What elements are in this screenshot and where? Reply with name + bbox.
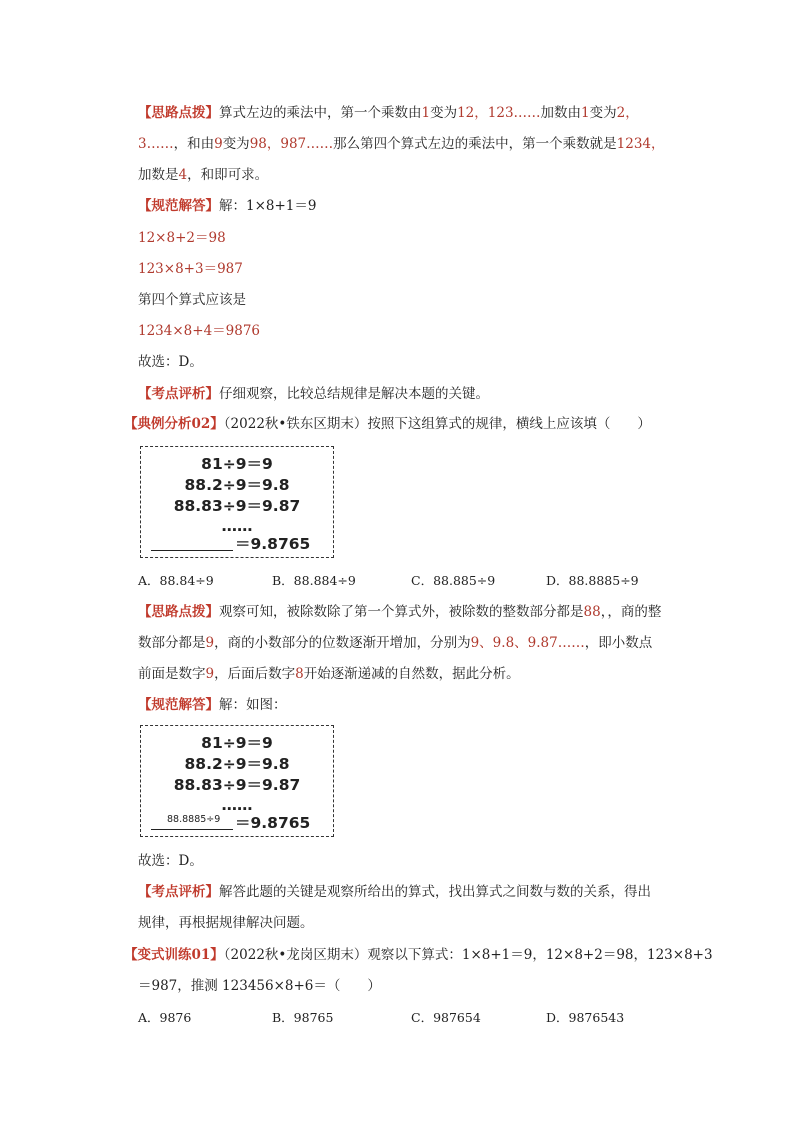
ex2-eval-line-2: 规律，再根据规律解决问题。 [138, 915, 314, 931]
ex2-choose: 故选：D。 [138, 853, 203, 869]
box-eq-2: 88.2÷9＝9.8 [184, 476, 290, 494]
ex2-question: 【典例分析02】（2022秋•铁东区期末）按照下这组算式的规律，横线上应该填（ ） [124, 416, 651, 432]
ex3-option-c[interactable]: C．987654 [411, 1010, 481, 1025]
hint-tag: 【思路点拨】 [138, 105, 219, 121]
answer-blank [151, 829, 233, 830]
box-eq-1: 81÷9＝9 [201, 734, 273, 752]
ex3-question-line-2: ＝987，推测 123456×8+6＝（ ） [138, 978, 381, 994]
answer-tag: 【规范解答】 [138, 198, 219, 214]
ex1-hint-line-2: 3……，和由9变为98，987……那么第四个算式左边的乘法中，第一个乘数就是1234， [138, 136, 665, 152]
ex2-option-c[interactable]: C．88.885÷9 [411, 573, 496, 588]
ex3-option-a[interactable]: A．9876 [138, 1010, 192, 1025]
box-eq-3: 88.83÷9＝9.87 [173, 497, 301, 515]
ex2-hint-line-2: 数部分都是9，商的小数部分的位数逐渐开增加，分别为9、9.8、9.87……，即小数点 [138, 635, 653, 651]
answer-tag: 【规范解答】 [138, 697, 219, 713]
eval-tag: 【考点评析】 [138, 884, 219, 900]
ex2-answer: 【规范解答】解：如图： [138, 697, 287, 713]
box-ellipsis: …… [221, 796, 253, 814]
ex2-option-a[interactable]: A．88.84÷9 [138, 573, 214, 588]
hint-tag: 【思路点拨】 [138, 604, 219, 620]
ex2-tag: 【典例分析02】 [124, 416, 224, 432]
ex3-question-line-1: 【变式训练01】（2022秋•龙岗区期末）观察以下算式：1×8+1＝9，12×8+2＝98，123×8+3 [124, 947, 713, 963]
solution-box [140, 725, 334, 837]
ex2-hint-line-3: 前面是数字9，后面后数字8开始逐渐递减的自然数，据此分析。 [138, 666, 520, 682]
ex3-tag: 【变式训练01】 [124, 947, 224, 963]
ex1-hint-line-1: 【思路点拨】算式左边的乘法中，第一个乘数由1变为12，123……加数由1变为2， [138, 105, 639, 121]
ex3-option-d[interactable]: D．9876543 [546, 1010, 625, 1025]
ex1-answer-line-3: 123×8+3＝987 [138, 261, 243, 277]
ex2-option-d[interactable]: D．88.8885÷9 [546, 573, 639, 588]
ex2-option-b[interactable]: B．88.884÷9 [272, 573, 356, 588]
box-ellipsis: …… [221, 517, 253, 535]
ex2-hint-line-1: 【思路点拨】观察可知，被除数除了第一个算式外，被除数的整数部分都是88，，商的整 [138, 604, 662, 620]
pattern-box [140, 446, 334, 558]
filled-answer: 88.8885÷9 [167, 814, 221, 825]
answer-blank [151, 550, 233, 551]
box-eq-last: ＝9.8765 [235, 535, 311, 553]
ex3-option-b[interactable]: B．98765 [272, 1010, 334, 1025]
box-eq-1: 81÷9＝9 [201, 455, 273, 473]
ex1-answer-line-4: 第四个算式应该是 [138, 292, 246, 308]
box-eq-last: ＝9.8765 [235, 814, 311, 832]
box-eq-2: 88.2÷9＝9.8 [184, 755, 290, 773]
ex1-choose: 故选：D。 [138, 354, 203, 370]
ex1-answer-line-5: 1234×8+4＝9876 [138, 323, 261, 339]
eval-tag: 【考点评析】 [138, 386, 219, 402]
ex1-hint-line-3: 加数是4，和即可求。 [138, 167, 269, 183]
ex1-answer-line-1: 【规范解答】解：1×8+1＝9 [138, 198, 317, 214]
ex2-eval-line-1: 【考点评析】解答此题的关键是观察所给出的算式，找出算式之间数与数的关系，得出 [138, 884, 651, 900]
ex1-eval: 【考点评析】仔细观察，比较总结规律是解决本题的关键。 [138, 386, 489, 402]
ex1-answer-line-2: 12×8+2＝98 [138, 230, 226, 246]
box-eq-3: 88.83÷9＝9.87 [173, 776, 301, 794]
